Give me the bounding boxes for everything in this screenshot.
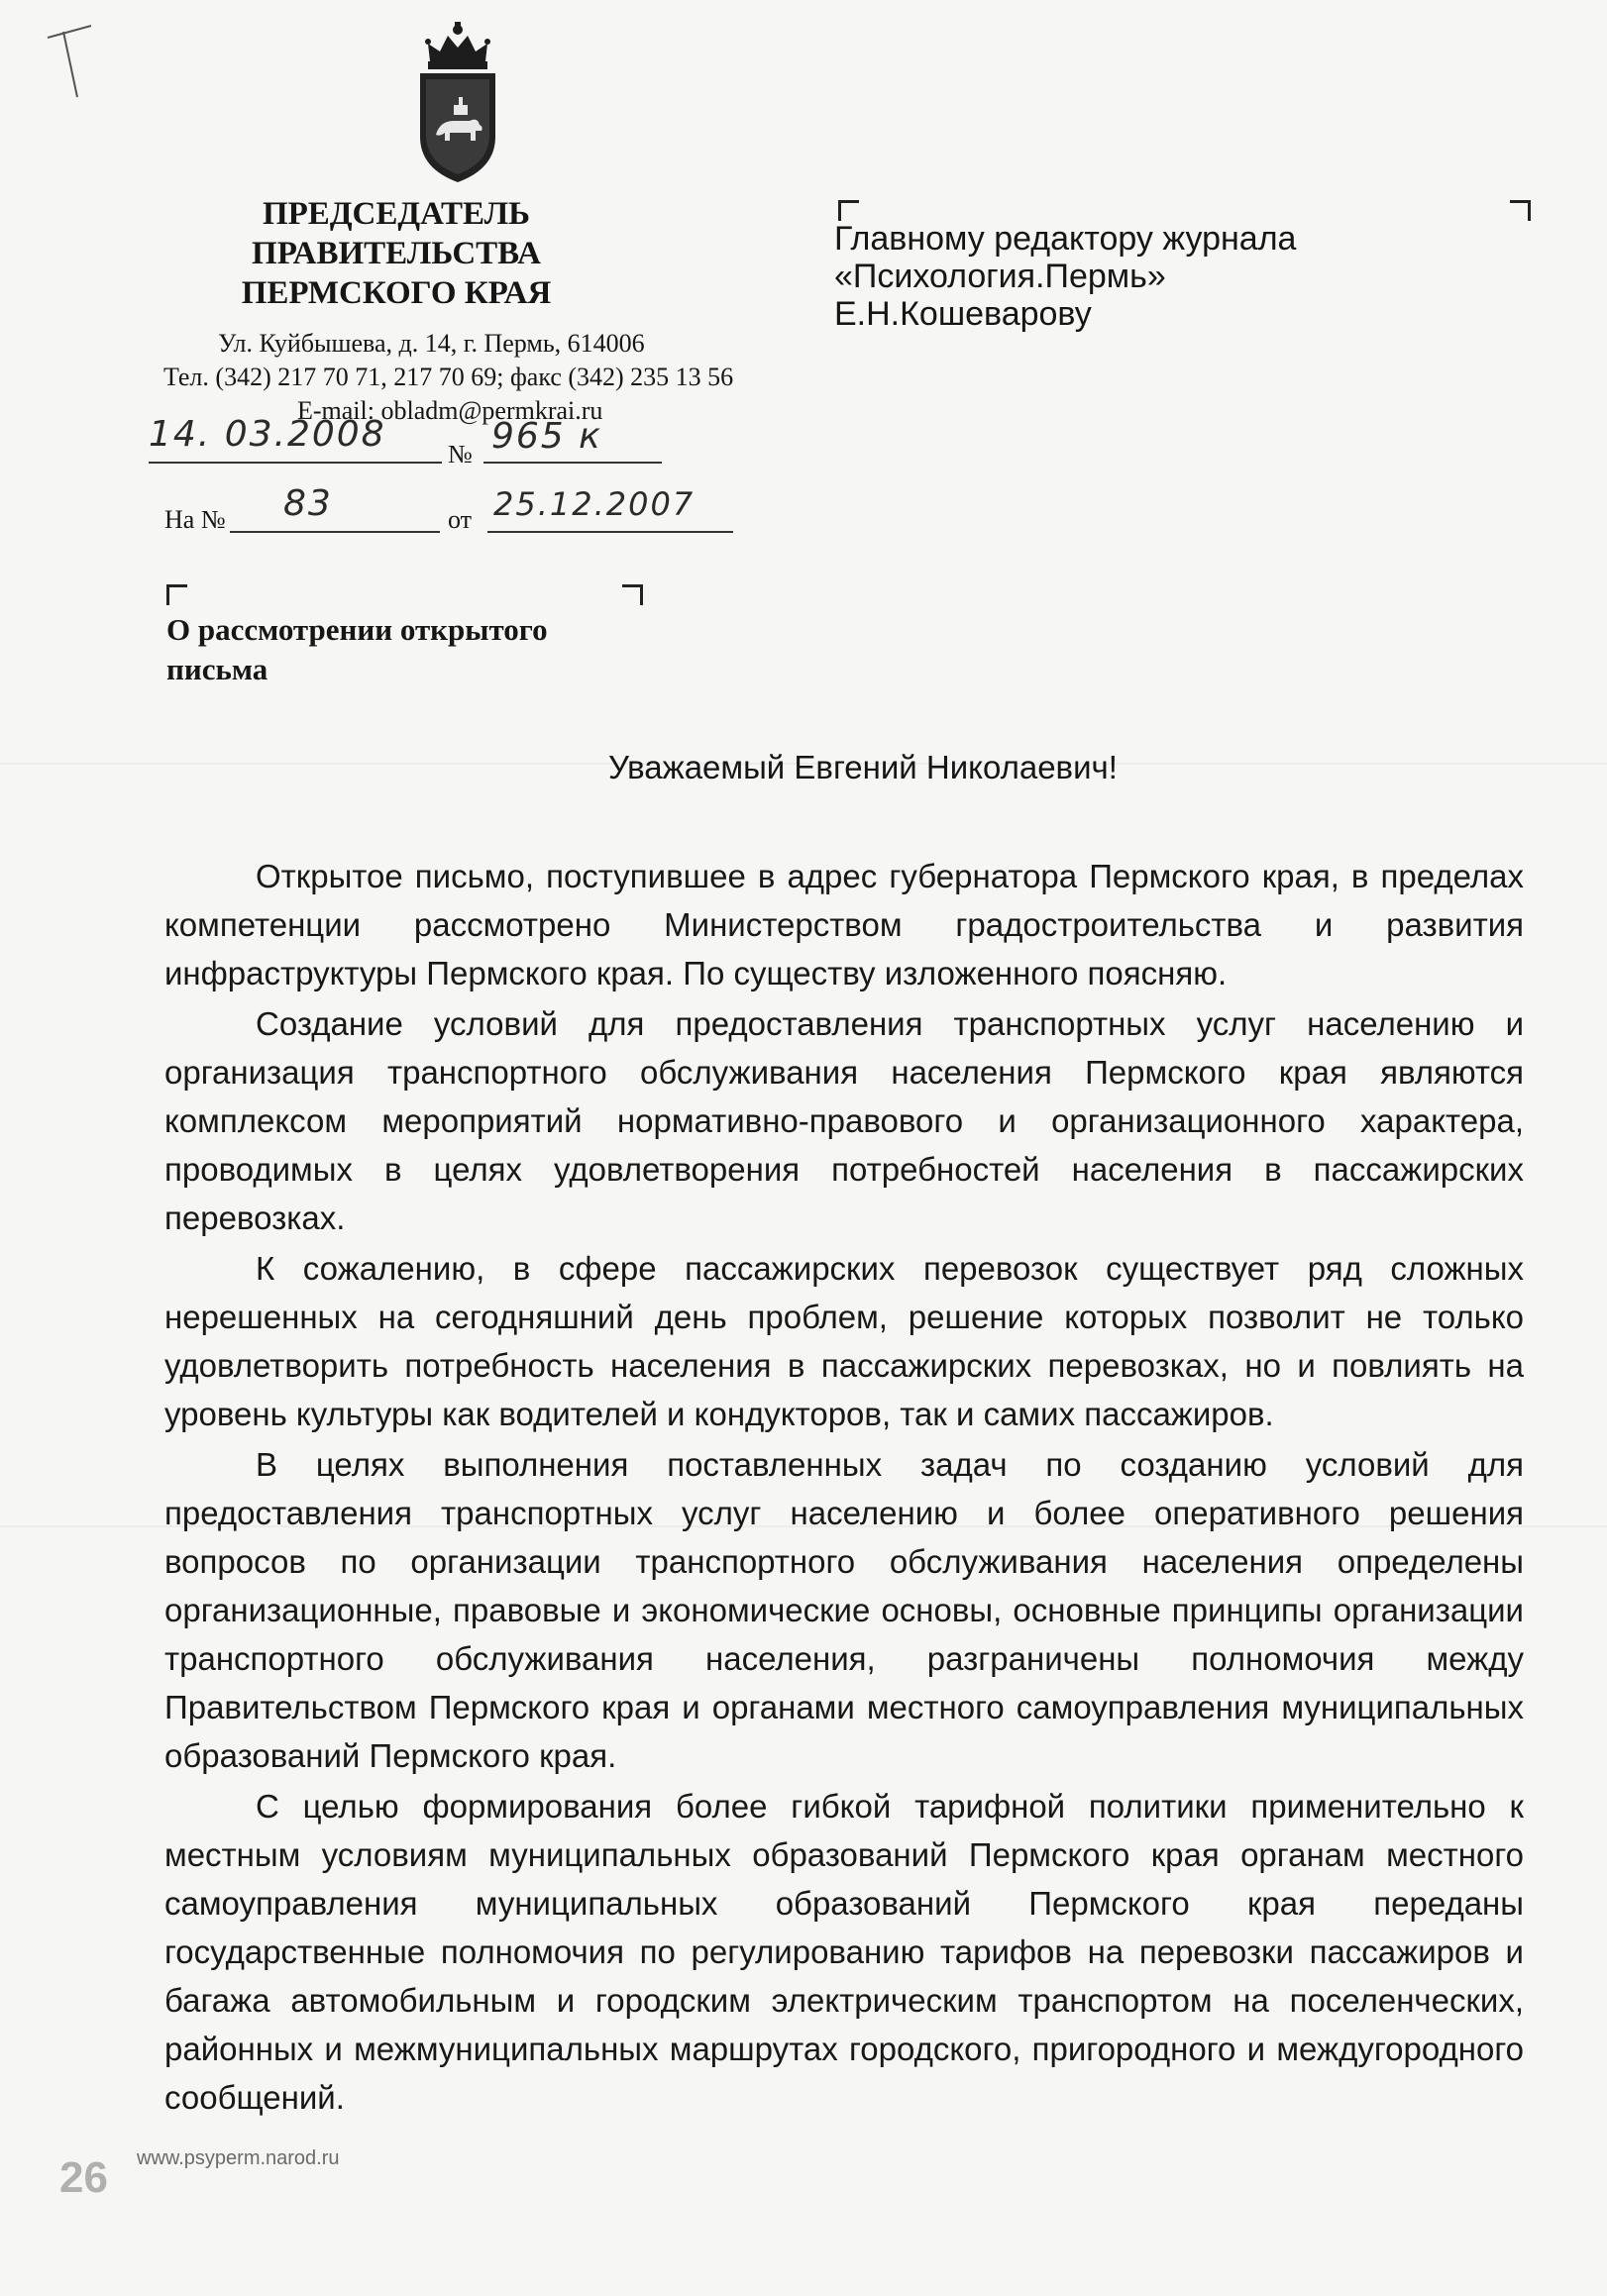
reply-number-underline xyxy=(230,531,440,533)
subject-corner-mark xyxy=(166,584,187,605)
perm-krai-coat-of-arms-icon xyxy=(410,18,505,186)
sender-phone: Тел. (342) 217 70 71, 217 70 69; факс (342) 235 13 56 xyxy=(163,363,734,391)
sender-org-line1: ПРЕДСЕДАТЕЛЬ ПРАВИТЕЛЬСТВА xyxy=(252,196,541,271)
salutation: Уважаемый Евгений Николаевич! xyxy=(608,749,1118,785)
body-paragraph: С целью формирования более гибкой тарифной политики применительно к местным условиям муниципальных образований Пермского края органам местного самоуправления муниципальных образований Пермского края переданы государственные полномочия по регулированию тарифов на перевозки пассажиров и багажа автомобильным и городским электрическим транспортом на поселенческих, районных и межмуниципальных маршрутах городского, пригородного и междугородного сообщений. xyxy=(164,1788,1524,2116)
number-underline xyxy=(483,462,662,464)
subject-line2: письма xyxy=(166,652,268,686)
subject-line1: О рассмотрении открытого xyxy=(166,612,548,647)
recipient-corner-mark xyxy=(838,200,859,221)
reply-date: 25.12.2007 xyxy=(493,485,696,523)
reply-to-number: 83 xyxy=(283,483,333,524)
faint-stamp-number: 26 xyxy=(59,2153,108,2202)
recipient-line3: Е.Н.Кошеварову xyxy=(834,295,1092,333)
sender-block xyxy=(149,194,783,428)
recipient-block xyxy=(834,220,1296,333)
subject-corner-mark xyxy=(622,584,643,605)
reply-from-label: от xyxy=(448,505,473,534)
body-paragraph: В целях выполнения поставленных задач по созданию условий для предоставления транспортных услуг населению и более оперативного решения вопросов по организации транспортного обслуживания населения определены организационные, правовые и экономические основы, основные принципы организации транспортного обслуживания населения, разграничены полномочия между Правительством Пермского края и органами местного самоуправления муниципальных образований Пермского края. xyxy=(164,1446,1524,1774)
date-underline xyxy=(149,462,442,464)
body-paragraph: Открытое письмо, поступившее в адрес губернатора Пермского края, в пределах компетенции рассмотрено Министерством градостроительства и развития инфраструктуры Пермского края. По существу изложенного поясняю. xyxy=(164,858,1524,991)
reply-to-label: На № xyxy=(164,505,226,534)
sender-organization xyxy=(149,194,644,313)
sender-address: Ул. Куйбышева, д. 14, г. Пермь, 614006 xyxy=(218,329,645,358)
registration-number: 965 к xyxy=(491,416,602,457)
letter-body xyxy=(164,852,1524,2124)
recipient-line1: Главному редактору журнала xyxy=(834,220,1297,258)
sender-email: E-mail: obladm@permkrai.ru xyxy=(297,396,603,425)
pencil-mark-icon xyxy=(40,18,99,107)
recipient-line2: «Психология.Пермь» xyxy=(834,258,1166,295)
registration-date: 14. 03.2008 xyxy=(149,414,386,455)
recipient-corner-mark xyxy=(1510,200,1531,221)
registration-number-label: № xyxy=(448,440,473,469)
body-paragraph: К сожалению, в сфере пассажирских перевозок существует ряд сложных нерешенных на сегодняшний день проблем, решение которых позволит не только удовлетворить потребность населения в пассажирских перевозках, но и повлиять на уровень культуры как водителей и кондукторов, так и самих пассажиров. xyxy=(164,1250,1524,1432)
sender-org-line2: ПЕРМСКОГО КРАЯ xyxy=(241,275,552,311)
letter-subject xyxy=(166,610,548,689)
reply-date-underline xyxy=(487,531,733,533)
body-paragraph: Создание условий для предоставления транспортных услуг населению и организация транспортного обслуживания населения Пермского края являются комплексом мероприятий нормативно-правового и организационного характера, проводимых в целях удовлетворения потребностей населения в пассажирских перевозках. xyxy=(164,1005,1524,1236)
source-watermark: www.psyperm.narod.ru xyxy=(137,2147,340,2169)
